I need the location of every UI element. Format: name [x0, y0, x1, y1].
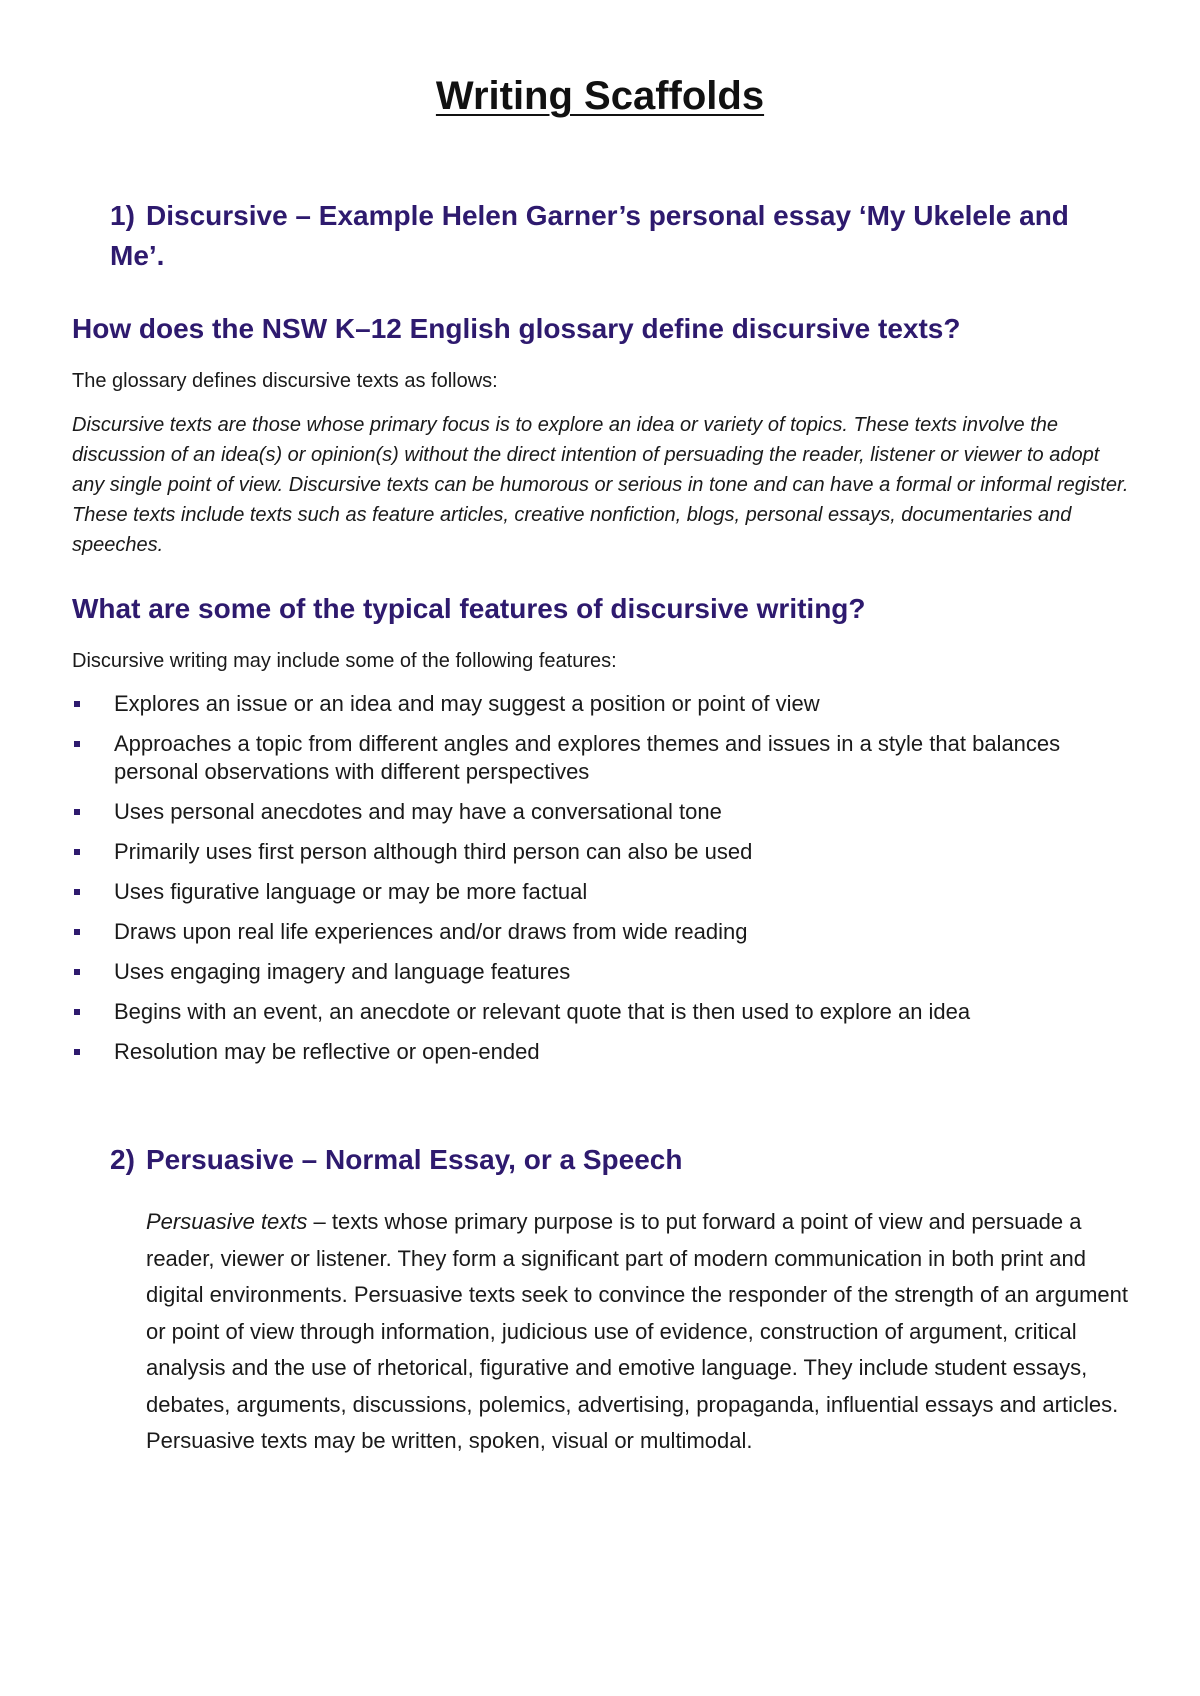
bullet-icon [74, 809, 80, 815]
features-list [72, 690, 1132, 1078]
glossary-definition: Discursive texts are those whose primary focus is to explore an idea or variety of topics. These texts involve the discussion of an idea(s) or opinion(s) without the direct intention of persuading the reader, listener or viewer to adopt any single point of view. Discursive texts can be humorous or serious in tone and can have a formal or informal register. These texts include texts such as feature articles, creative nonfiction, blogs, personal essays, documentaries and speeches. [72, 414, 1129, 556]
bullet-icon [74, 741, 80, 747]
list-item: Uses personal anecdotes and may have a conversational tone [72, 798, 1132, 826]
section-heading-discursive [110, 196, 1120, 276]
section-number: 2) [110, 1144, 135, 1175]
page-title: Writing Scaffolds [435, 74, 765, 118]
bullet-icon [74, 969, 80, 975]
glossary-intro: The glossary defines discursive texts as follows: [72, 370, 498, 392]
bullet-icon [74, 849, 80, 855]
persuasive-definition-text: – texts whose primary purpose is to put forward a point of view and persuade a reader, viewer or listener. They form a significant part of modern communication in both print and digital environments. Persuasive texts seek to convince the responder of the strength of an argument or point of view through information, judicious use of evidence, construction of argument, critical analysis and the use of rhetorical, figurative and emotive language. They include student essays, debates, arguments, discussions, polemics, advertising, propaganda, influential essays and articles. Persuasive texts may be written, spoken, visual or multimodal. [146, 1209, 1128, 1453]
persuasive-definition [146, 1204, 1136, 1460]
bullet-icon [74, 889, 80, 895]
section-title: Discursive – Example Helen Garner’s personal essay ‘My Ukelele and Me’. [110, 200, 1069, 271]
question-heading-features: What are some of the typical features of discursive writing? [72, 593, 866, 624]
list-item: Begins with an event, an anecdote or relevant quote that is then used to explore an idea [72, 998, 1132, 1026]
section-number: 1) [110, 200, 135, 231]
section-title: Persuasive – Normal Essay, or a Speech [146, 1144, 683, 1175]
list-item: Primarily uses first person although third person can also be used [72, 838, 1132, 866]
bullet-icon [74, 701, 80, 707]
bullet-icon [74, 1049, 80, 1055]
bullet-icon [74, 929, 80, 935]
list-item: Uses figurative language or may be more factual [72, 878, 1132, 906]
question-heading-definition: How does the NSW K–12 English glossary define discursive texts? [72, 313, 961, 344]
list-item: Uses engaging imagery and language features [72, 958, 1132, 986]
list-item: Resolution may be reflective or open-ended [72, 1038, 1132, 1066]
list-item: Draws upon real life experiences and/or draws from wide reading [72, 918, 1132, 946]
list-item: Approaches a topic from different angles and explores themes and issues in a style that balances personal observations with different perspectives [72, 730, 1132, 786]
features-intro: Discursive writing may include some of the following features: [72, 650, 617, 672]
section-heading-persuasive [110, 1140, 1120, 1180]
persuasive-term: Persuasive texts [146, 1209, 308, 1234]
bullet-icon [74, 1009, 80, 1015]
list-item: Explores an issue or an idea and may suggest a position or point of view [72, 690, 1132, 718]
